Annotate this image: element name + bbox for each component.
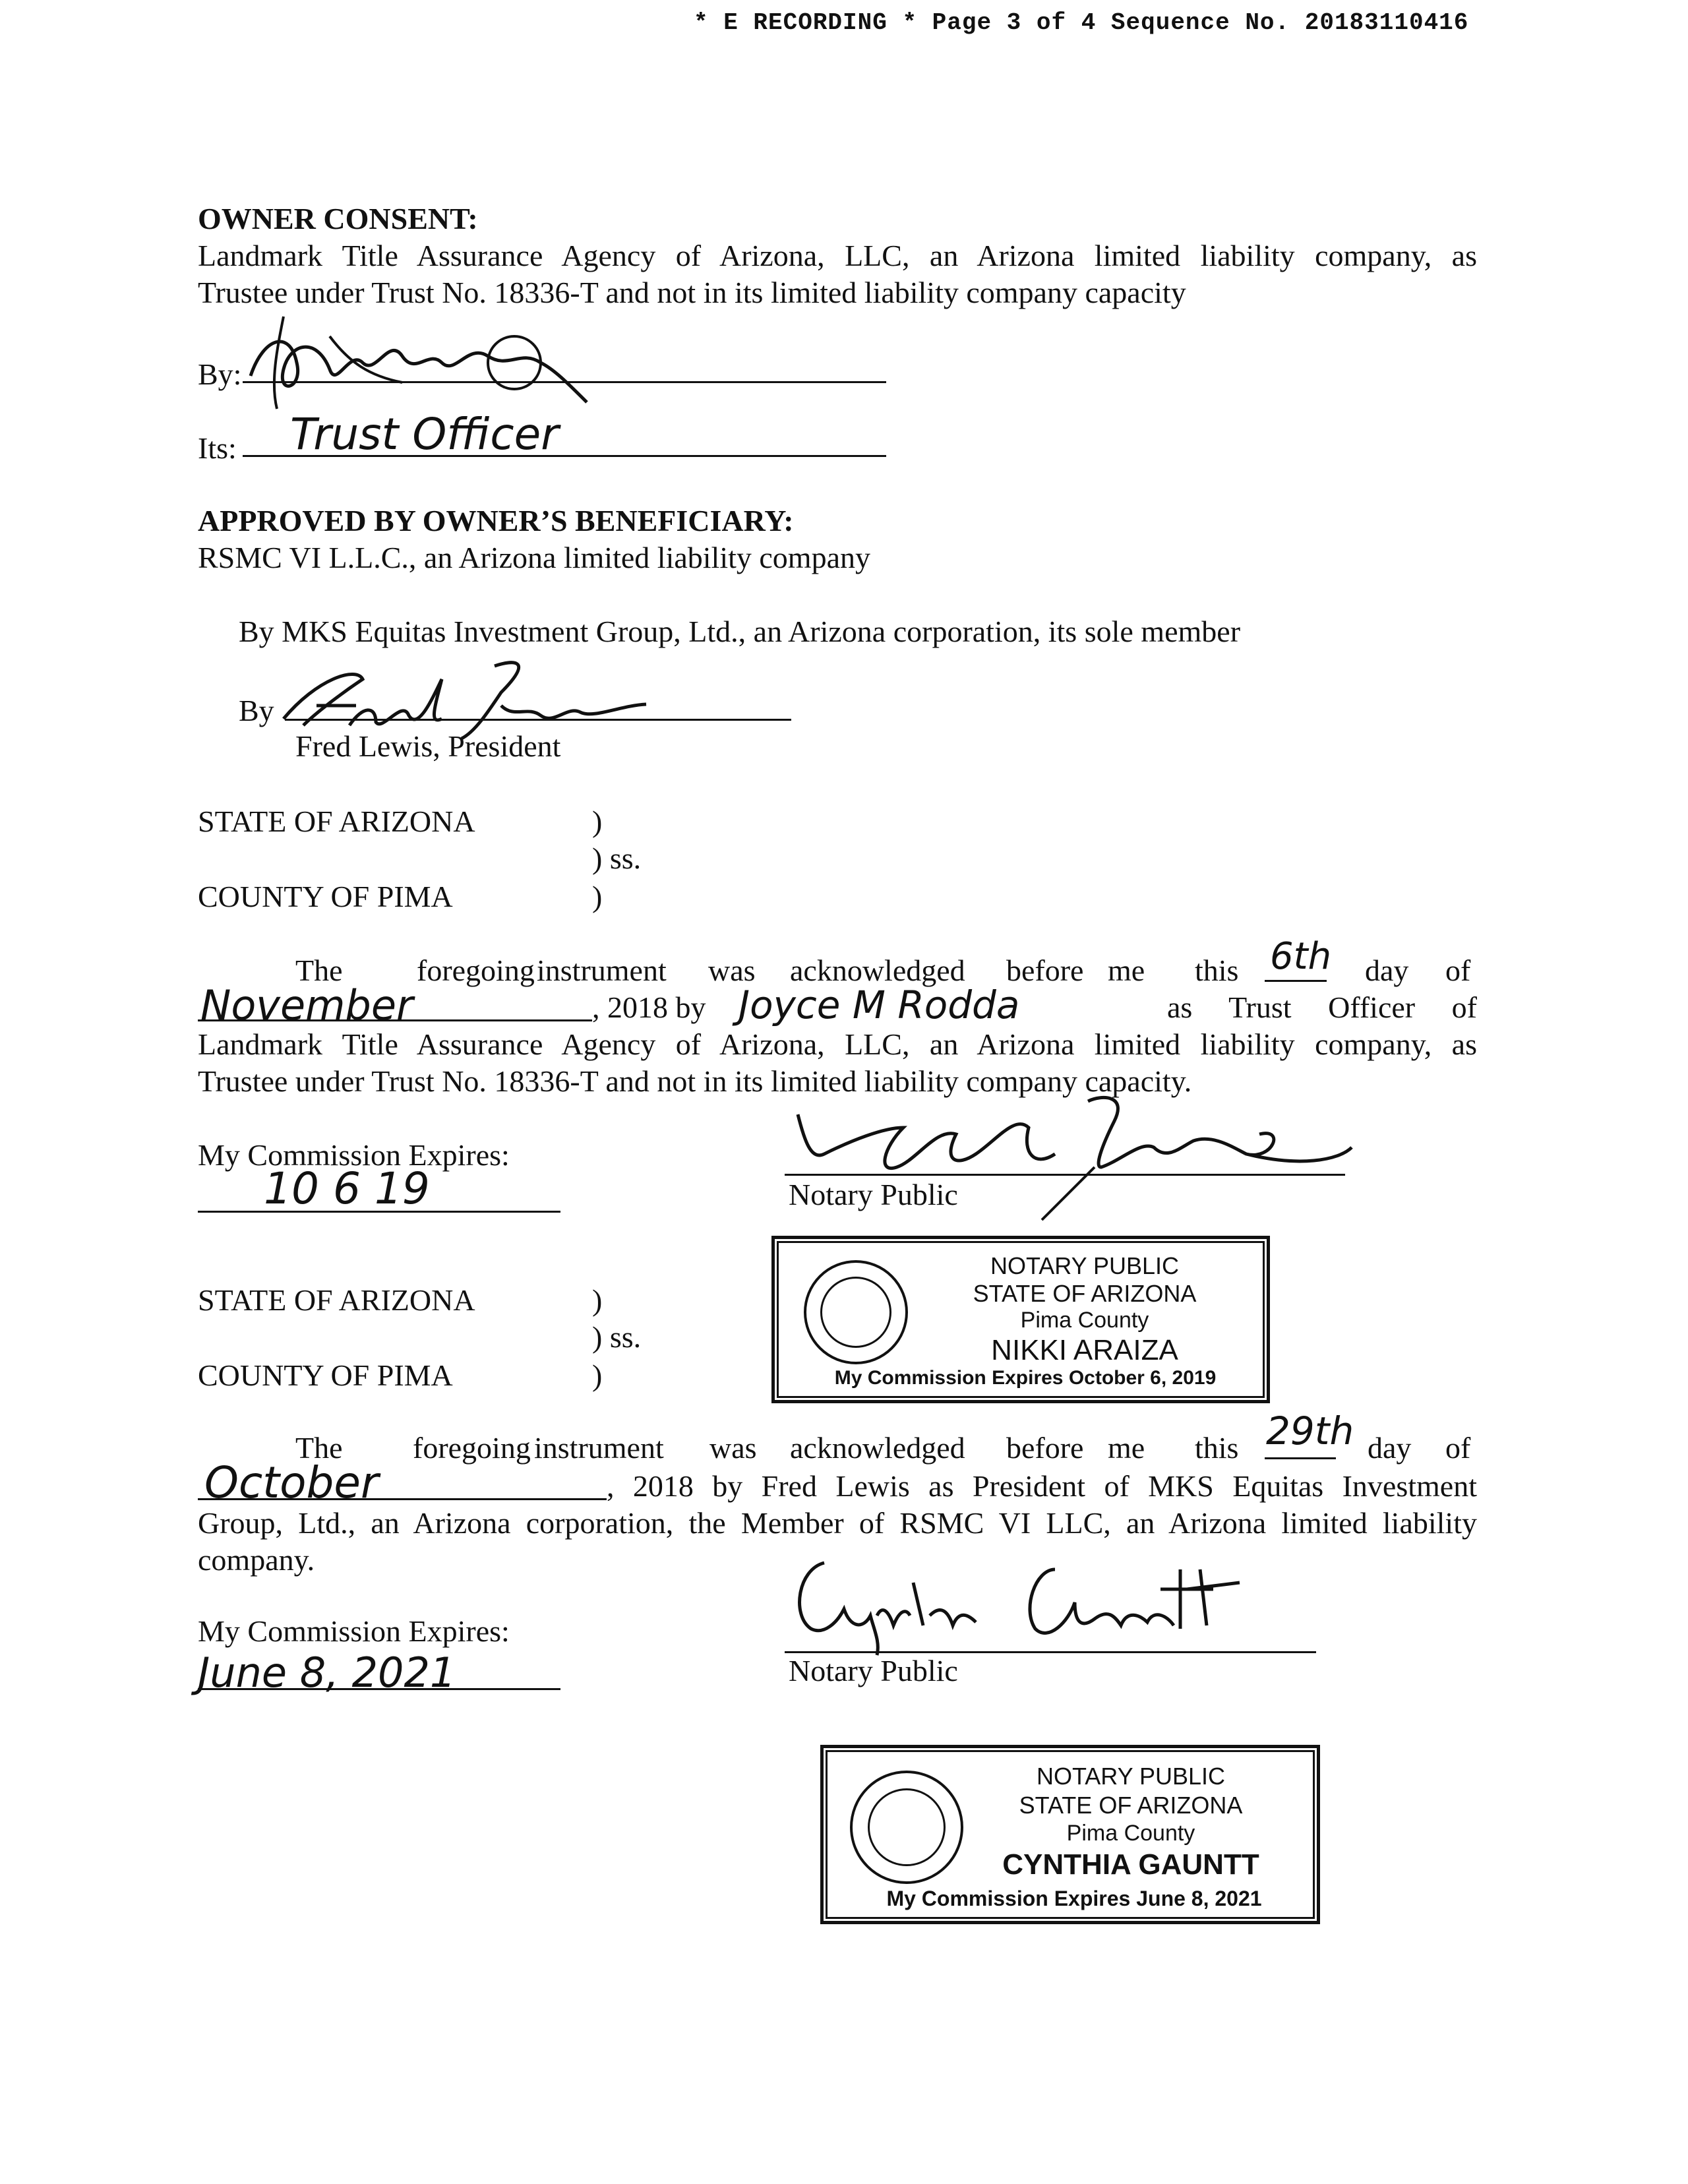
owner-its-label: Its: bbox=[198, 431, 237, 465]
stamp1-county: Pima County bbox=[1020, 1308, 1149, 1333]
owner-trustee-signature bbox=[237, 310, 607, 409]
ack1-line2-tail: as Trust Officer of bbox=[1167, 990, 1477, 1024]
owner-by-label: By: bbox=[198, 357, 242, 391]
ack2-word-6: before bbox=[1006, 1431, 1084, 1465]
ack1-ss: ) ss. bbox=[592, 841, 642, 875]
ack1-word-2: foregoing bbox=[417, 954, 535, 987]
ack1-paren-bottom: ) bbox=[592, 880, 603, 913]
ack2-state: STATE OF ARIZONA bbox=[198, 1283, 475, 1317]
stamp1-state: STATE OF ARIZONA bbox=[973, 1280, 1197, 1307]
ack1-state: STATE OF ARIZONA bbox=[198, 804, 475, 838]
ack1-word-1: The bbox=[295, 954, 343, 987]
owner-consent-heading: OWNER CONSENT: bbox=[198, 202, 478, 235]
ack2-word-2: foregoing bbox=[413, 1431, 531, 1465]
ack1-month-handwritten: November bbox=[200, 981, 413, 1029]
ack2-day-line bbox=[1265, 1457, 1336, 1459]
ack2-ss: ) ss. bbox=[592, 1320, 642, 1354]
stamp1-expires: My Commission Expires October 6, 2019 bbox=[834, 1367, 1217, 1389]
ack2-line2-tail: , 2018 by Fred Lewis as President of MKS Equitas Investment bbox=[607, 1469, 1477, 1503]
stamp1-title: NOTARY PUBLIC bbox=[990, 1252, 1180, 1279]
ack2-line3: Group, Ltd., an Arizona corporation, the Member of RSMC VI LLC, an Arizona limited liability bbox=[198, 1506, 1477, 1540]
stamp1-name: NIKKI ARAIZA bbox=[991, 1334, 1178, 1366]
ack1-word-11: of bbox=[1445, 954, 1471, 987]
ack2-word-4: was bbox=[709, 1431, 757, 1465]
stamp2-title: NOTARY PUBLIC bbox=[1036, 1763, 1226, 1790]
notary-stamp-cynthia-gauntt bbox=[820, 1745, 1320, 1924]
ack2-county: COUNTY OF PIMA bbox=[198, 1358, 453, 1392]
cynthia-gauntt-signature bbox=[785, 1543, 1246, 1662]
owner-its-handwritten: Trust Officer bbox=[290, 409, 559, 460]
ack1-paren-top: ) bbox=[592, 804, 603, 838]
ack1-commission-handwritten: 10 6 19 bbox=[264, 1163, 430, 1214]
ack1-commission-label: My Commission Expires: bbox=[198, 1138, 510, 1172]
ack1-word-3: instrument bbox=[537, 954, 667, 987]
owner-consent-line-2: Trustee under Trust No. 18336-T and not in its limited liability company capacity bbox=[198, 276, 1186, 309]
ack2-word-10: day bbox=[1368, 1431, 1412, 1465]
ack2-word-1: The bbox=[295, 1431, 343, 1465]
ack1-month-line bbox=[198, 1019, 592, 1021]
ack1-word-4: was bbox=[708, 954, 756, 987]
ack2-line4: company. bbox=[198, 1543, 315, 1577]
ack1-word-5: acknowledged bbox=[790, 954, 965, 987]
beneficiary-by-label: By bbox=[239, 694, 274, 727]
stamp2-county: Pima County bbox=[1066, 1821, 1195, 1846]
ack2-word-7: me bbox=[1108, 1431, 1145, 1465]
stamp2-expires: My Commission Expires June 8, 2021 bbox=[886, 1887, 1262, 1910]
ack2-day-handwritten: 29th bbox=[1266, 1409, 1354, 1453]
beneficiary-company: RSMC VI L.L.C., an Arizona limited liability company bbox=[198, 541, 870, 574]
ack2-month-line bbox=[198, 1498, 607, 1500]
ack2-commission-label: My Commission Expires: bbox=[198, 1614, 510, 1648]
arizona-seal-icon bbox=[850, 1771, 963, 1884]
ack1-line3: Landmark Title Assurance Agency of Arizona, LLC, an Arizona limited liability company, as bbox=[198, 1027, 1477, 1061]
ack2-word-3: instrument bbox=[534, 1431, 664, 1465]
ack2-commission-handwritten: June 8, 2021 bbox=[198, 1649, 456, 1697]
arizona-seal-icon bbox=[804, 1260, 908, 1364]
ack2-month-handwritten: October bbox=[204, 1457, 379, 1508]
ack2-commission-line bbox=[198, 1688, 560, 1690]
owner-consent-line-1: Landmark Title Assurance Agency of Arizona, LLC, an Arizona limited liability company, as bbox=[198, 239, 1477, 272]
ack1-word-10: day bbox=[1365, 954, 1409, 987]
ack1-commission-line bbox=[198, 1211, 560, 1213]
ack1-word-8: this bbox=[1195, 954, 1239, 987]
ack1-notary-label: Notary Public bbox=[789, 1178, 958, 1211]
notary-stamp-nikki-araiza bbox=[771, 1236, 1270, 1403]
ack1-word-6: before bbox=[1006, 954, 1084, 987]
ack1-word-7: me bbox=[1108, 954, 1145, 987]
ack1-county: COUNTY OF PIMA bbox=[198, 880, 453, 913]
stamp2-state: STATE OF ARIZONA bbox=[1019, 1792, 1243, 1819]
stamp2-name: CYNTHIA GAUNTT bbox=[1002, 1848, 1259, 1881]
ack1-line4: Trustee under Trust No. 18336-T and not in its limited liability company capacity. bbox=[198, 1064, 1192, 1098]
recording-header: * E RECORDING * Page 3 of 4 Sequence No. 20183110416 bbox=[694, 9, 1469, 36]
ack2-word-8: this bbox=[1195, 1431, 1239, 1465]
ack1-notary-signature-line bbox=[785, 1174, 1345, 1176]
ack2-paren-top: ) bbox=[592, 1283, 603, 1317]
beneficiary-member-line: By MKS Equitas Investment Group, Ltd., an Arizona corporation, its sole member bbox=[239, 615, 1241, 648]
ack1-name-handwritten: Joyce M Rodda bbox=[738, 983, 1020, 1027]
ack1-year: , 2018 by bbox=[592, 990, 706, 1024]
ack2-word-5: acknowledged bbox=[790, 1431, 965, 1465]
ack1-day-line bbox=[1265, 980, 1327, 982]
beneficiary-signer: Fred Lewis, President bbox=[295, 729, 561, 763]
ack1-day-handwritten: 6th bbox=[1270, 935, 1332, 978]
beneficiary-heading: APPROVED BY OWNER’S BENEFICIARY: bbox=[198, 504, 794, 537]
ack2-paren-bottom: ) bbox=[592, 1358, 603, 1392]
ack2-notary-label: Notary Public bbox=[789, 1654, 958, 1687]
ack2-word-11: of bbox=[1445, 1431, 1471, 1465]
